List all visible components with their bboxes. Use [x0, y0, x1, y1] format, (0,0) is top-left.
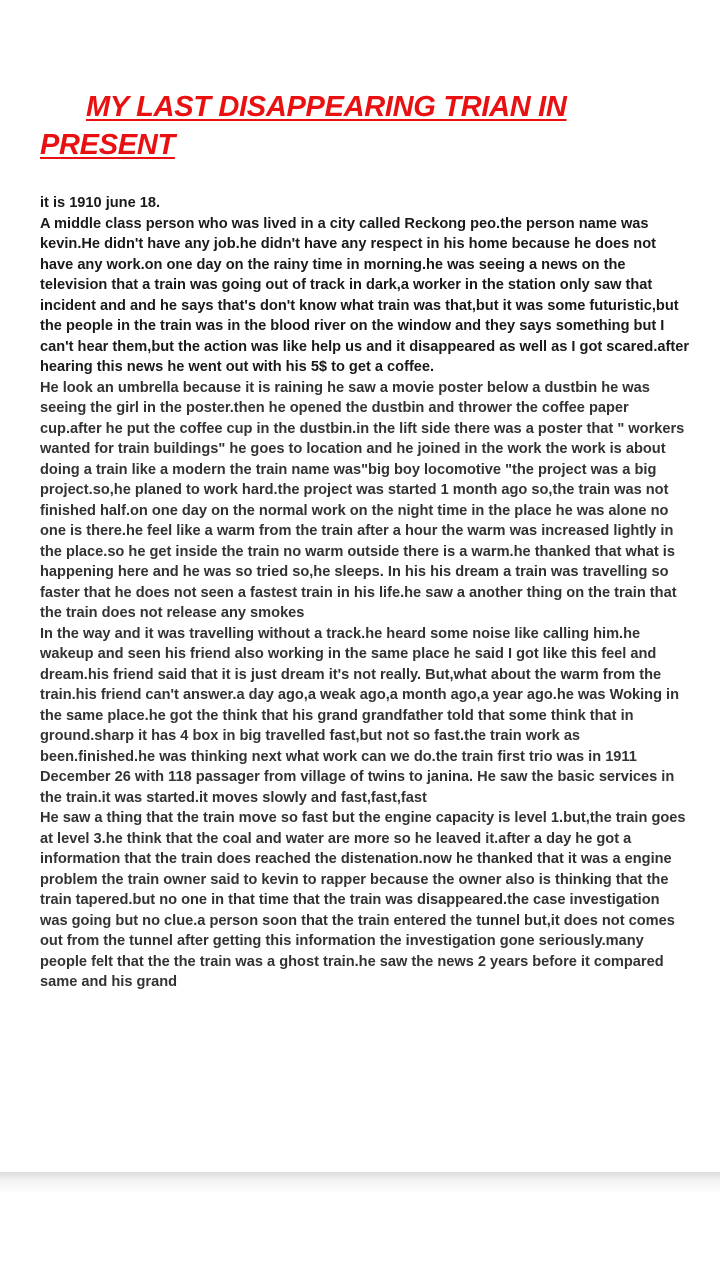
paragraph-2: He look an umbrella because it is raining he saw a movie poster below a dustbin he was seeing the girl in the poster.then he opened the dustbin and thrower the coffee paper cup.after he put the coffee cup in the dustbin.in the lift side there was a poster that " workers wanted for train buildings" he goes to location and he joined in the work the work is about doing a train like a modern the train name was"big boy locomotive "the project was a big project.so,he planed to work hard.the project was started 1 month ago so,the train was not finished half.on one day on the normal work on the night time in the place he was alone no one is there.he feel like a warm from the train after a hour the warm was increased lightly in the place.so he get inside the train no warm outside there is a warm.he thanked that what is happening here and he was so tried so,he sleeps. In his his dream a train was travelling so faster that he does not seen a fastest train in his life.he saw a another thing on the train that the train does not release any smokes [40, 379, 685, 621]
title-line-1: MY LAST DISAPPEARING TRIAN IN [86, 91, 567, 123]
date-line: it is 1910 june 18. [40, 195, 161, 211]
blank-bottom-area [0, 1194, 720, 1280]
paragraph-4: He saw a thing that the train move so fast but the engine capacity is level 1.but,the train goes at level 3.he think that the coal and water are more so he leaved it.after a day he got a information that the train does reached the distenation.now he thanked that it was a engine problem the train owner said to kevin to rapper because the owner also is thinking that the train tapered.but no one in that time that the train was disappeared.the case investigation was going but no clue.a person soon that the train entered the tunnel but,it does not comes out from the tunnel after getting this information the investigation gone seriously.many people felt that the the train was a ghost train.he saw the news 2 years before it compared same and his grand [40, 810, 686, 990]
title-line-2: PRESENT [40, 129, 175, 161]
page-bottom-shadow [0, 1172, 720, 1194]
document-title [40, 88, 680, 164]
paragraph-3: In the way and it was travelling without a track.he heard some noise like calling him.he wakeup and seen his friend also working in the same place he said I got like this feel and dream.his friend said that it is just dream it's not really. But,what about the warm from the train.his friend can't answer.a day ago,a weak ago,a month ago,a year ago.he was Woking in the same place.he got the think that his grand grandfather told that some think that in ground.sharp it has 4 box in big travelled fast,but not so fast.the train work as been.finished.he was thinking next what work can we do.the train first trio was in 1911 December 26 with 118 passager from village of twins to janina. He saw the basic services in the train.it was started.it moves slowly and fast,fast,fast [40, 625, 680, 806]
story-body [40, 193, 690, 993]
paragraph-1: A middle class person who was lived in a city called Reckong peo.the person name was kevin.He didn't have any job.he didn't have any respect in his home because he does not have any work.on one day on the rainy time in morning.he was seeing a news on the television that a train was going out of track in dark,a worker in the station only saw that incident and and he says that's don't know what train was that,but it was some futuristic,but the people in the train was in the blood river on the window and they says something but I can't hear them,but the action was like help us and it disappeared as well as I got scared.after hearing this news he went out with his 5$ to get a coffee. [40, 215, 690, 375]
